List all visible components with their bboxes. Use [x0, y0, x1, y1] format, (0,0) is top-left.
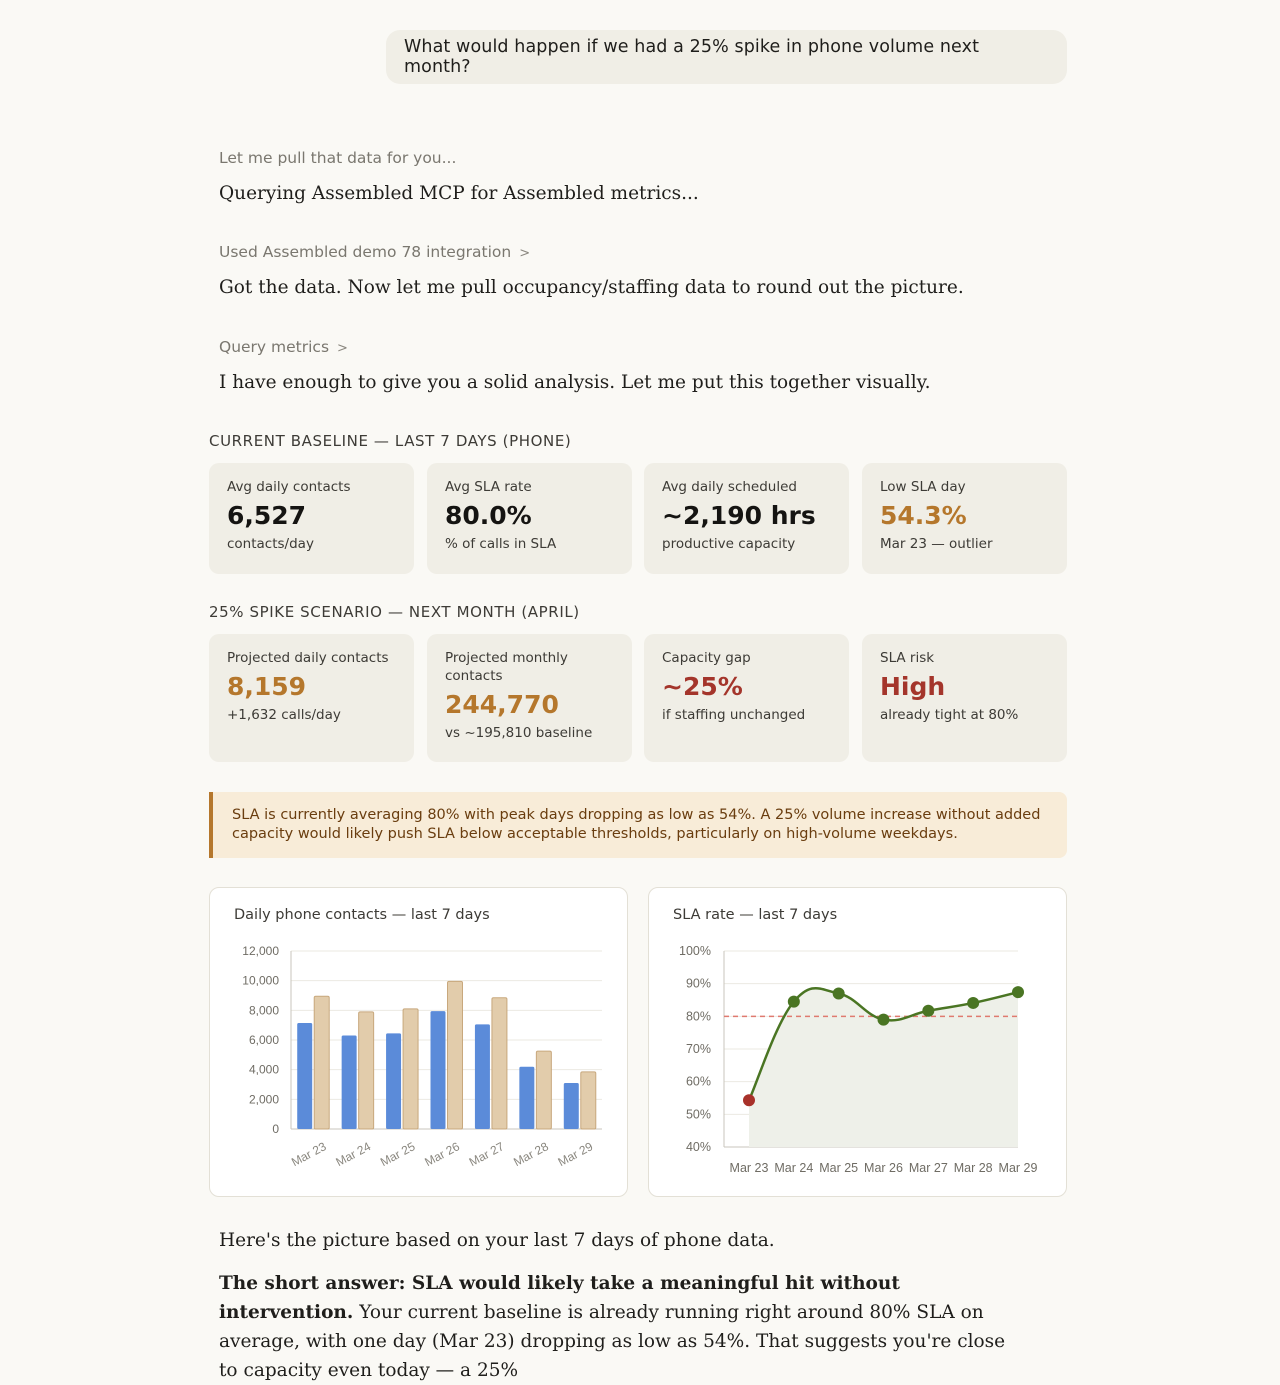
y-tick-label: 60% — [685, 1074, 711, 1089]
x-tick-label: Mar 26 — [864, 1161, 903, 1175]
x-tick-label: Mar 25 — [377, 1139, 418, 1170]
sla-data-point — [1012, 986, 1024, 998]
metric-label: Avg daily scheduled — [662, 479, 797, 495]
x-tick-label: Mar 29 — [998, 1161, 1038, 1175]
metric-subtext: productive capacity — [662, 536, 796, 552]
y-tick-label: 40% — [685, 1140, 711, 1154]
metric-value: ~2,190 hrs — [662, 501, 816, 530]
x-tick-label: Mar 28 — [953, 1161, 993, 1175]
sla-data-point — [833, 987, 845, 999]
y-tick-label: 100% — [679, 944, 711, 958]
metric-card-avg-sla-rate — [427, 463, 632, 574]
sla-data-point — [922, 1005, 934, 1017]
x-tick-label: Mar 24 — [774, 1161, 814, 1175]
metric-subtext: vs ~195,810 baseline — [445, 725, 593, 741]
sla-warning-callout: SLA is currently averaging 80% with peak days dropping as low as 54%. A 25% volume increase without added capacity would likely push SLA below acceptable thresholds, particularly on high-volume weekdays. — [209, 792, 1067, 858]
metric-card-sla-risk — [862, 634, 1067, 762]
bar-current — [564, 1083, 579, 1129]
metric-subtext: +1,632 calls/day — [227, 707, 341, 723]
bar-current — [431, 1011, 446, 1129]
sla-line-chart — [648, 887, 1067, 1197]
metric-value: 6,527 — [227, 501, 307, 530]
x-tick-label: Mar 23 — [289, 1139, 329, 1170]
x-tick-label: Mar 24 — [333, 1139, 374, 1170]
assistant-text-got-data: Got the data. Now let me pull occupancy/staffing data to round out the picture. — [219, 277, 964, 298]
metric-value: 80.0% — [445, 501, 532, 530]
chart-title: SLA rate — last 7 days — [673, 907, 838, 923]
y-tick-label: 2,000 — [248, 1092, 279, 1107]
y-tick-label: 6,000 — [248, 1033, 279, 1047]
metric-label: Avg daily contacts — [227, 479, 351, 495]
y-tick-label: 4,000 — [248, 1062, 279, 1077]
chevron-right-icon: > — [519, 246, 531, 261]
metric-value: High — [880, 672, 946, 701]
bar-projected — [536, 1051, 551, 1129]
metric-value: 244,770 — [445, 690, 559, 719]
metric-card-avg-daily-contacts — [209, 463, 414, 574]
bar-projected — [448, 981, 463, 1129]
summary-rest: Your current baseline is already running right around 80% SLA on average, with one day (Mar 23) dropping as low as 54%. That suggests you're close to capacity even today — a 25% — [219, 1302, 1006, 1381]
y-tick-label: 12,000 — [242, 944, 279, 958]
summary-paragraph-2 — [219, 1269, 1019, 1385]
x-tick-label: Mar 28 — [511, 1139, 551, 1170]
metric-label: Projected daily contacts — [227, 650, 389, 666]
chart-title: Daily phone contacts — last 7 days — [234, 907, 490, 923]
metric-label: SLA risk — [880, 650, 935, 666]
bar-projected — [359, 1012, 374, 1129]
metric-value: 8,159 — [227, 672, 307, 701]
y-tick-label: 0 — [272, 1122, 279, 1136]
bar-projected — [403, 1009, 418, 1129]
tool-use-integration[interactable] — [219, 243, 530, 261]
metric-card-capacity-gap — [644, 634, 849, 762]
metric-label: Low SLA day — [880, 479, 966, 495]
metric-subtext: Mar 23 — outlier — [880, 536, 993, 552]
user-message-bubble — [386, 30, 1067, 84]
y-tick-label: 10,000 — [242, 973, 279, 988]
tool-use-label: Query metrics — [219, 338, 330, 356]
metric-card-projected-daily — [209, 634, 414, 762]
metric-value: ~25% — [662, 672, 743, 701]
assistant-text-analysis: I have enough to give you a solid analysis. Let me put this together visually. — [219, 372, 931, 393]
summary-paragraph-1: Here's the picture based on your last 7 days of phone data. — [219, 1230, 775, 1251]
assistant-text-querying: Querying Assembled MCP for Assembled metrics... — [219, 183, 699, 204]
metric-subtext: contacts/day — [227, 536, 314, 552]
sla-data-point — [788, 996, 800, 1008]
sla-data-point — [743, 1094, 755, 1106]
x-tick-label: Mar 27 — [908, 1161, 948, 1175]
metric-card-projected-monthly — [427, 634, 632, 762]
metric-card-avg-daily-scheduled — [644, 463, 849, 574]
bar-current — [297, 1023, 312, 1129]
metric-value: 54.3% — [880, 501, 967, 530]
bar-current — [386, 1033, 401, 1129]
sla-data-point — [967, 997, 979, 1009]
y-tick-label: 8,000 — [248, 1003, 279, 1018]
x-tick-label: Mar 23 — [729, 1161, 769, 1175]
scenario-section-title: 25% SPIKE SCENARIO — NEXT MONTH (APRIL) — [209, 603, 580, 621]
metric-card-low-sla-day — [862, 463, 1067, 574]
bar-projected — [492, 998, 507, 1129]
bar-projected — [581, 1072, 596, 1129]
y-tick-label: 70% — [685, 1042, 711, 1056]
baseline-section-title: CURRENT BASELINE — LAST 7 DAYS (PHONE) — [209, 432, 572, 450]
x-tick-label: Mar 25 — [819, 1161, 859, 1175]
sla-data-point — [878, 1014, 890, 1026]
bar-current — [519, 1067, 534, 1129]
chevron-right-icon: > — [337, 341, 348, 356]
contacts-bar-chart-svg — [210, 888, 629, 1198]
x-tick-label: Mar 27 — [466, 1139, 507, 1170]
x-tick-label: Mar 26 — [422, 1139, 462, 1170]
metric-subtext: if staffing unchanged — [662, 707, 806, 723]
metric-label: Capacity gap — [662, 650, 751, 666]
status-note: Let me pull that data for you... — [219, 149, 457, 167]
tool-use-query-metrics[interactable] — [219, 338, 348, 356]
y-tick-label: 80% — [685, 1009, 711, 1024]
metric-subtext: already tight at 80% — [880, 707, 1019, 723]
sla-line-chart-svg — [649, 888, 1068, 1198]
user-message-text: What would happen if we had a 25% spike in phone volume next month? — [404, 37, 980, 77]
metric-subtext: % of calls in SLA — [445, 536, 557, 552]
bar-current — [475, 1024, 490, 1129]
sla-area-fill — [749, 988, 1018, 1147]
bar-projected — [314, 996, 329, 1129]
metric-label: Projected monthly contacts — [445, 650, 568, 684]
contacts-bar-chart — [209, 887, 628, 1197]
x-tick-label: Mar 29 — [555, 1139, 596, 1170]
y-tick-label: 50% — [685, 1107, 711, 1122]
y-tick-label: 90% — [685, 976, 711, 991]
bar-current — [342, 1036, 357, 1129]
tool-use-label: Used Assembled demo 78 integration — [219, 243, 512, 261]
summary-bold-answer: The short answer: SLA would likely take a meaningful hit without intervention. — [219, 1273, 900, 1323]
metric-label: Avg SLA rate — [445, 479, 532, 495]
